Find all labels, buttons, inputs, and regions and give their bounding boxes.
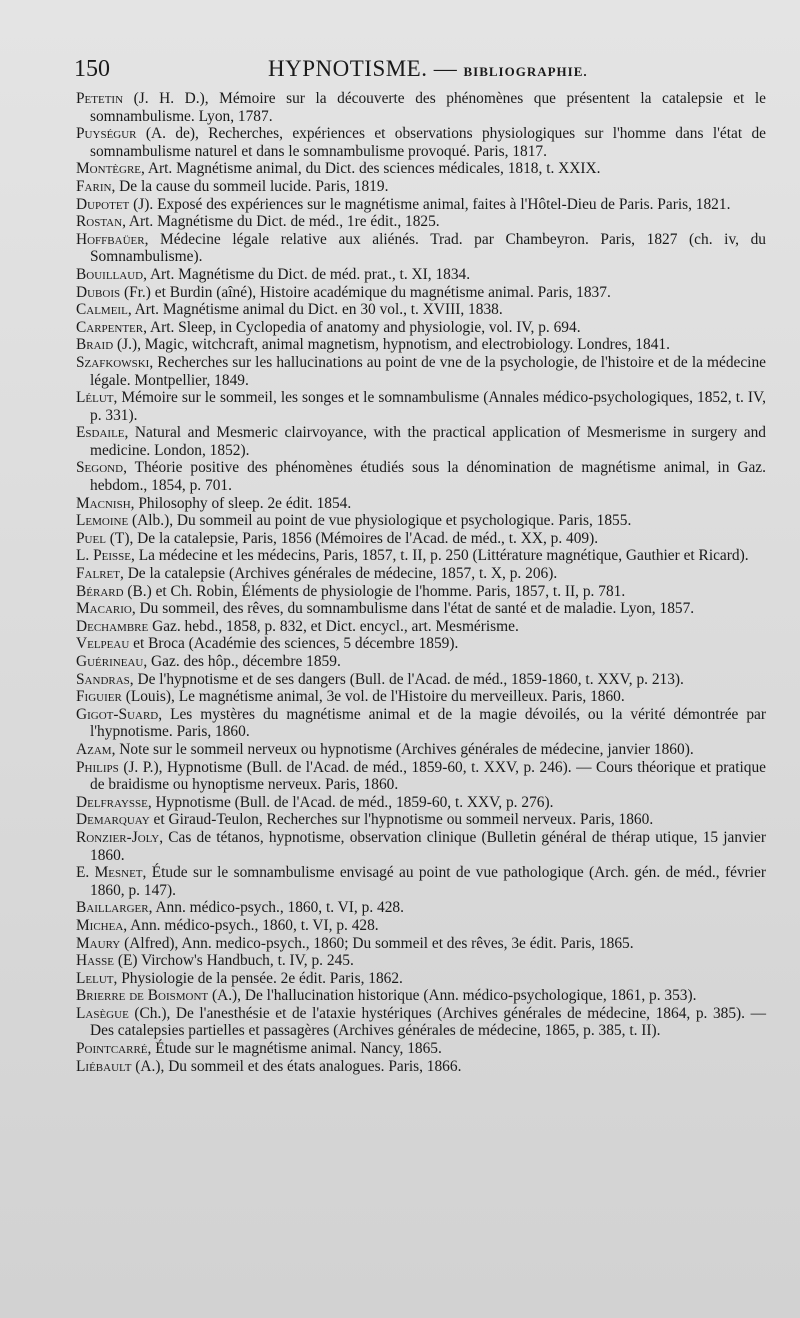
entry-author: Brierre de Boismont <box>76 987 209 1005</box>
entry-text: , Ann. médico-psych., 1860, t. VI, p. 428. <box>123 916 379 934</box>
entry-author: Farin <box>76 177 112 195</box>
page-number: 150 <box>74 56 110 82</box>
entry-text: (Ch.), De l'anesthésie et de l'ataxie hystériques (Archives générales de médecine, 1864, p. 385). — Des catalepsies partielles et passagères (Archives générales de médecine, 1865, p. 385, t. II). <box>90 1004 766 1040</box>
bibliography-entry <box>76 459 766 494</box>
entry-text: , De l'hypnotisme et de ses dangers (Bull. de l'Acad. de méd., 1859-1860, t. XXV, p. 213). <box>129 670 684 688</box>
entry-author: Azam <box>76 740 112 758</box>
entry-author: Baillarger <box>76 899 149 917</box>
bibliography-entry <box>76 301 766 319</box>
entry-text: , Gaz. des hôp., décembre 1859. <box>143 653 341 670</box>
entry-text: , Hypnotisme (Bull. de l'Acad. de méd., 1859-60, t. XXV, p. 276). <box>147 793 554 811</box>
entry-author: Puel <box>76 529 106 547</box>
bibliography-entry <box>76 266 766 284</box>
entry-text: , Natural and Mesmeric clairvoyance, with the practical application of Mesmerisme in surgery and medicine. London, 1852). <box>90 424 766 459</box>
entry-author: Lelut <box>76 969 114 987</box>
bibliography-entry <box>76 899 766 917</box>
bibliography-entry <box>76 319 766 337</box>
entry-text: , La médecine et les médecins, Paris, 1857, t. II, p. 250 (Littérature magnétique, Gauthier et Ricard). <box>131 547 749 565</box>
bibliography-entry <box>76 935 766 953</box>
entry-author: Rostan <box>76 213 123 231</box>
entry-text: , Note sur le sommeil nerveux ou hypnotisme (Archives générales de médecine, janvier 1860). <box>111 740 694 758</box>
entry-text: , Étude sur le somnambulisme envisagé au point de vue pathologique (Arch. gén. de méd., février 1860, p. 147). <box>90 864 766 899</box>
entry-author: Maury <box>76 934 121 952</box>
entry-text: et Broca (Académie des sciences, 5 décembre 1859). <box>129 635 459 653</box>
header-dash: — <box>433 56 458 81</box>
header-title: HYPNOTISME. <box>268 56 428 81</box>
bibliography-entry <box>76 741 766 759</box>
entry-author: Lélut <box>76 389 114 407</box>
entry-author: Figuier <box>76 688 122 706</box>
entry-text: (Alfred), Ann. medico-psych., 1860; Du sommeil et des rêves, 3e édit. Paris, 1865. <box>120 934 634 952</box>
entry-author: Philips <box>76 758 119 776</box>
bibliography-entry <box>76 811 766 829</box>
bibliography-entry <box>76 90 766 125</box>
entry-author: L. Peisse <box>76 547 131 565</box>
entry-text: (Fr.) et Burdin (aîné), Histoire académique du magnétisme animal. Paris, 1837. <box>120 283 611 301</box>
entry-author: Lasègue <box>76 1004 129 1022</box>
entry-text: , Cas de tétanos, hypnotisme, observation clinique (Bulletin général de thérap utique, 15 janvier 1860. <box>90 828 766 864</box>
bibliography-list <box>76 90 766 1075</box>
entry-text: (E) Virchow's Handbuch, t. IV, p. 245. <box>114 952 354 970</box>
bibliography-entry <box>76 512 766 530</box>
bibliography-entry <box>76 1040 766 1058</box>
entry-author: Carpenter <box>76 318 144 336</box>
entry-author: Demarquay <box>76 811 150 829</box>
bibliography-entry <box>76 706 766 741</box>
entry-author: Gigot-Suard <box>76 705 159 723</box>
bibliography-entry <box>76 336 766 354</box>
entry-text: , Art. Magnétisme du Dict. de méd., 1re édit., 1825. <box>122 213 440 231</box>
entry-author: Guérineau <box>76 653 144 670</box>
entry-text: (J. P.), Hypnotisme (Bull. de l'Acad. de méd., 1859-60, t. XXV, p. 246). — Cours théorique et pratique de braidisme ou hynoptisme nerveux. Paris, 1860. <box>90 758 766 794</box>
entry-text: , Art. Sleep, in Cyclopedia of anatomy and physiologie, vol. IV, p. 694. <box>143 318 581 336</box>
entry-author: Liébault <box>76 1057 132 1075</box>
entry-author: Hoffbaüer <box>76 230 145 248</box>
entry-text: , De la catalepsie (Archives générales de médecine, 1857, t. X, p. 206). <box>120 565 558 583</box>
entry-author: Lemoine <box>76 512 129 530</box>
bibliography-entry <box>76 1058 766 1076</box>
entry-text: , Art. Magnétisme du Dict. de méd. prat., t. XI, 1834. <box>143 265 471 283</box>
bibliography-entry <box>76 547 766 565</box>
entry-author: Macnish <box>76 494 131 512</box>
bibliography-entry <box>76 1005 766 1040</box>
entry-author: Ronzier-Joly <box>76 828 160 846</box>
entry-author: Delfraysse <box>76 793 148 811</box>
entry-text: (A.), Du sommeil et des états analogues. Paris, 1866. <box>131 1057 462 1075</box>
bibliography-entry <box>76 231 766 266</box>
entry-author: Sandras <box>76 670 130 688</box>
entry-text: , Physiologie de la pensée. 2e édit. Paris, 1862. <box>113 969 403 987</box>
entry-text: , Philosophy of sleep. 2e édit. 1854. <box>130 494 352 512</box>
entry-text: , Théorie positive des phénomènes étudiés sous la dénomination de magnétisme animal, in Gaz. hebdom., 1854, p. 701. <box>90 459 766 495</box>
entry-text: , Mémoire sur le sommeil, les songes et le somnambulisme (Annales médico-psychologiques, 1852, t. IV, p. 331). <box>90 389 766 424</box>
entry-text: , Étude sur le magnétisme animal. Nancy, 1865. <box>147 1040 442 1058</box>
entry-author: Dechambre <box>76 617 149 635</box>
bibliography-entry <box>76 284 766 302</box>
entry-text: Gaz. hebd., 1858, p. 832, et Dict. encycl., art. Mesmérisme. <box>148 617 519 635</box>
entry-author: Esdaile <box>76 424 125 442</box>
entry-author: Dupotet <box>76 195 130 213</box>
bibliography-entry <box>76 987 766 1005</box>
bibliography-entry <box>76 618 766 636</box>
bibliography-entry <box>76 583 766 601</box>
bibliography-entry <box>76 829 766 864</box>
bibliography-entry <box>76 653 766 671</box>
entry-text: , De la cause du sommeil lucide. Paris, 1819. <box>111 177 389 195</box>
bibliography-entry <box>76 495 766 513</box>
bibliography-entry <box>76 565 766 583</box>
entry-author: Hasse <box>76 952 115 970</box>
bibliography-entry <box>76 213 766 231</box>
entry-text: , Art. Magnétisme animal, du Dict. des sciences médicales, 1818, t. XXIX. <box>141 160 601 178</box>
bibliography-entry <box>76 424 766 459</box>
entry-text: , Les mystères du magnétisme animal et de la magie dévoilés, ou la vérité démontrée par l'hypnotisme. Paris, 1860. <box>90 705 766 741</box>
entry-author: Calmeil <box>76 301 128 319</box>
entry-text: , Recherches sur les hallucinations au point de vne de la psychologie, de l'histoire et de la médecine légale. Montpellier, 1849. <box>90 353 766 389</box>
entry-text: (Alb.), Du sommeil au point de vue physiologique et psychologique. Paris, 1855. <box>128 512 632 530</box>
entry-text: (A.), De l'hallucination historique (Ann. médico-psychologique, 1861, p. 353). <box>208 987 697 1005</box>
bibliography-entry <box>76 688 766 706</box>
bibliography-entry <box>76 354 766 389</box>
entry-text: (J. H. D.), Mémoire sur la découverte des phénomènes que présentent la catalepsie et le somnambulisme. Lyon, 1787. <box>90 90 766 125</box>
header-section: BIBLIOGRAPHIE. <box>463 64 588 79</box>
bibliography-entry <box>76 671 766 689</box>
entry-text: (J). Exposé des expériences sur le magnétisme animal, faites à l'Hôtel-Dieu de Paris. Paris, 1821. <box>129 195 731 213</box>
entry-text: , Médecine légale relative aux aliénés. Trad. par Chambeyron. Paris, 1827 (ch. iv, du Somnambulisme). <box>90 230 766 266</box>
entry-author: Michea <box>76 916 124 934</box>
entry-author: Braid <box>76 336 114 354</box>
entry-author: E. Mesnet <box>76 864 143 882</box>
bibliography-entry <box>76 952 766 970</box>
bibliography-entry <box>76 864 766 899</box>
bibliography-entry <box>76 125 766 160</box>
entry-author: Petetin <box>76 90 124 107</box>
entry-text: et Giraud-Teulon, Recherches sur l'hypnotisme ou sommeil nerveux. Paris, 1860. <box>149 811 654 829</box>
running-title <box>268 56 588 82</box>
entry-author: Puységur <box>76 125 137 143</box>
bibliography-entry <box>76 389 766 424</box>
entry-author: Dubois <box>76 283 121 301</box>
entry-text: (A. de), Recherches, expériences et observations physiologiques sur l'homme dans l'état de somnambulisme naturel et dans le somnambulisme provoqué. Paris, 1817. <box>90 125 766 160</box>
entry-author: Falret <box>76 565 120 583</box>
entry-text: (T), De la catalepsie, Paris, 1856 (Mémoires de l'Acad. de méd., t. XX, p. 409). <box>105 529 599 547</box>
bibliography-entry <box>76 196 766 214</box>
entry-text: (Louis), Le magnétisme animal, 3e vol. de l'Histoire du merveilleux. Paris, 1860. <box>121 688 625 706</box>
bibliography-entry <box>76 178 766 196</box>
entry-author: Bérard <box>76 582 124 600</box>
bibliography-entry <box>76 917 766 935</box>
entry-author: Bouillaud <box>76 265 144 283</box>
bibliography-entry <box>76 794 766 812</box>
bibliography-entry <box>76 970 766 988</box>
entry-author: Velpeau <box>76 635 130 653</box>
entry-text: (B.) et Ch. Robin, Éléments de physiologie de l'homme. Paris, 1857, t. II, p. 781. <box>123 582 626 600</box>
bibliography-entry <box>76 600 766 618</box>
entry-author: Montègre <box>76 160 142 178</box>
entry-author: Szafkowski <box>76 353 150 371</box>
bibliography-entry <box>76 635 766 653</box>
entry-text: , Ann. médico-psych., 1860, t. VI, p. 428. <box>148 899 404 917</box>
entry-author: Pointcarré <box>76 1040 148 1058</box>
entry-author: Segond <box>76 459 124 477</box>
running-header <box>70 56 770 90</box>
bibliography-entry <box>76 759 766 794</box>
entry-author: Macario <box>76 600 132 618</box>
bibliography-entry <box>76 160 766 178</box>
bibliography-entry <box>76 530 766 548</box>
entry-text: , Art. Magnétisme animal du Dict. en 30 vol., t. XVIII, 1838. <box>127 301 503 319</box>
entry-text: (J.), Magic, witchcraft, animal magnetism, hypnotism, and electrobiology. Londres, 1841. <box>113 336 670 354</box>
entry-text: , Du sommeil, des rêves, du somnambulisme dans l'état de santé et de maladie. Lyon, 1857. <box>131 600 695 618</box>
